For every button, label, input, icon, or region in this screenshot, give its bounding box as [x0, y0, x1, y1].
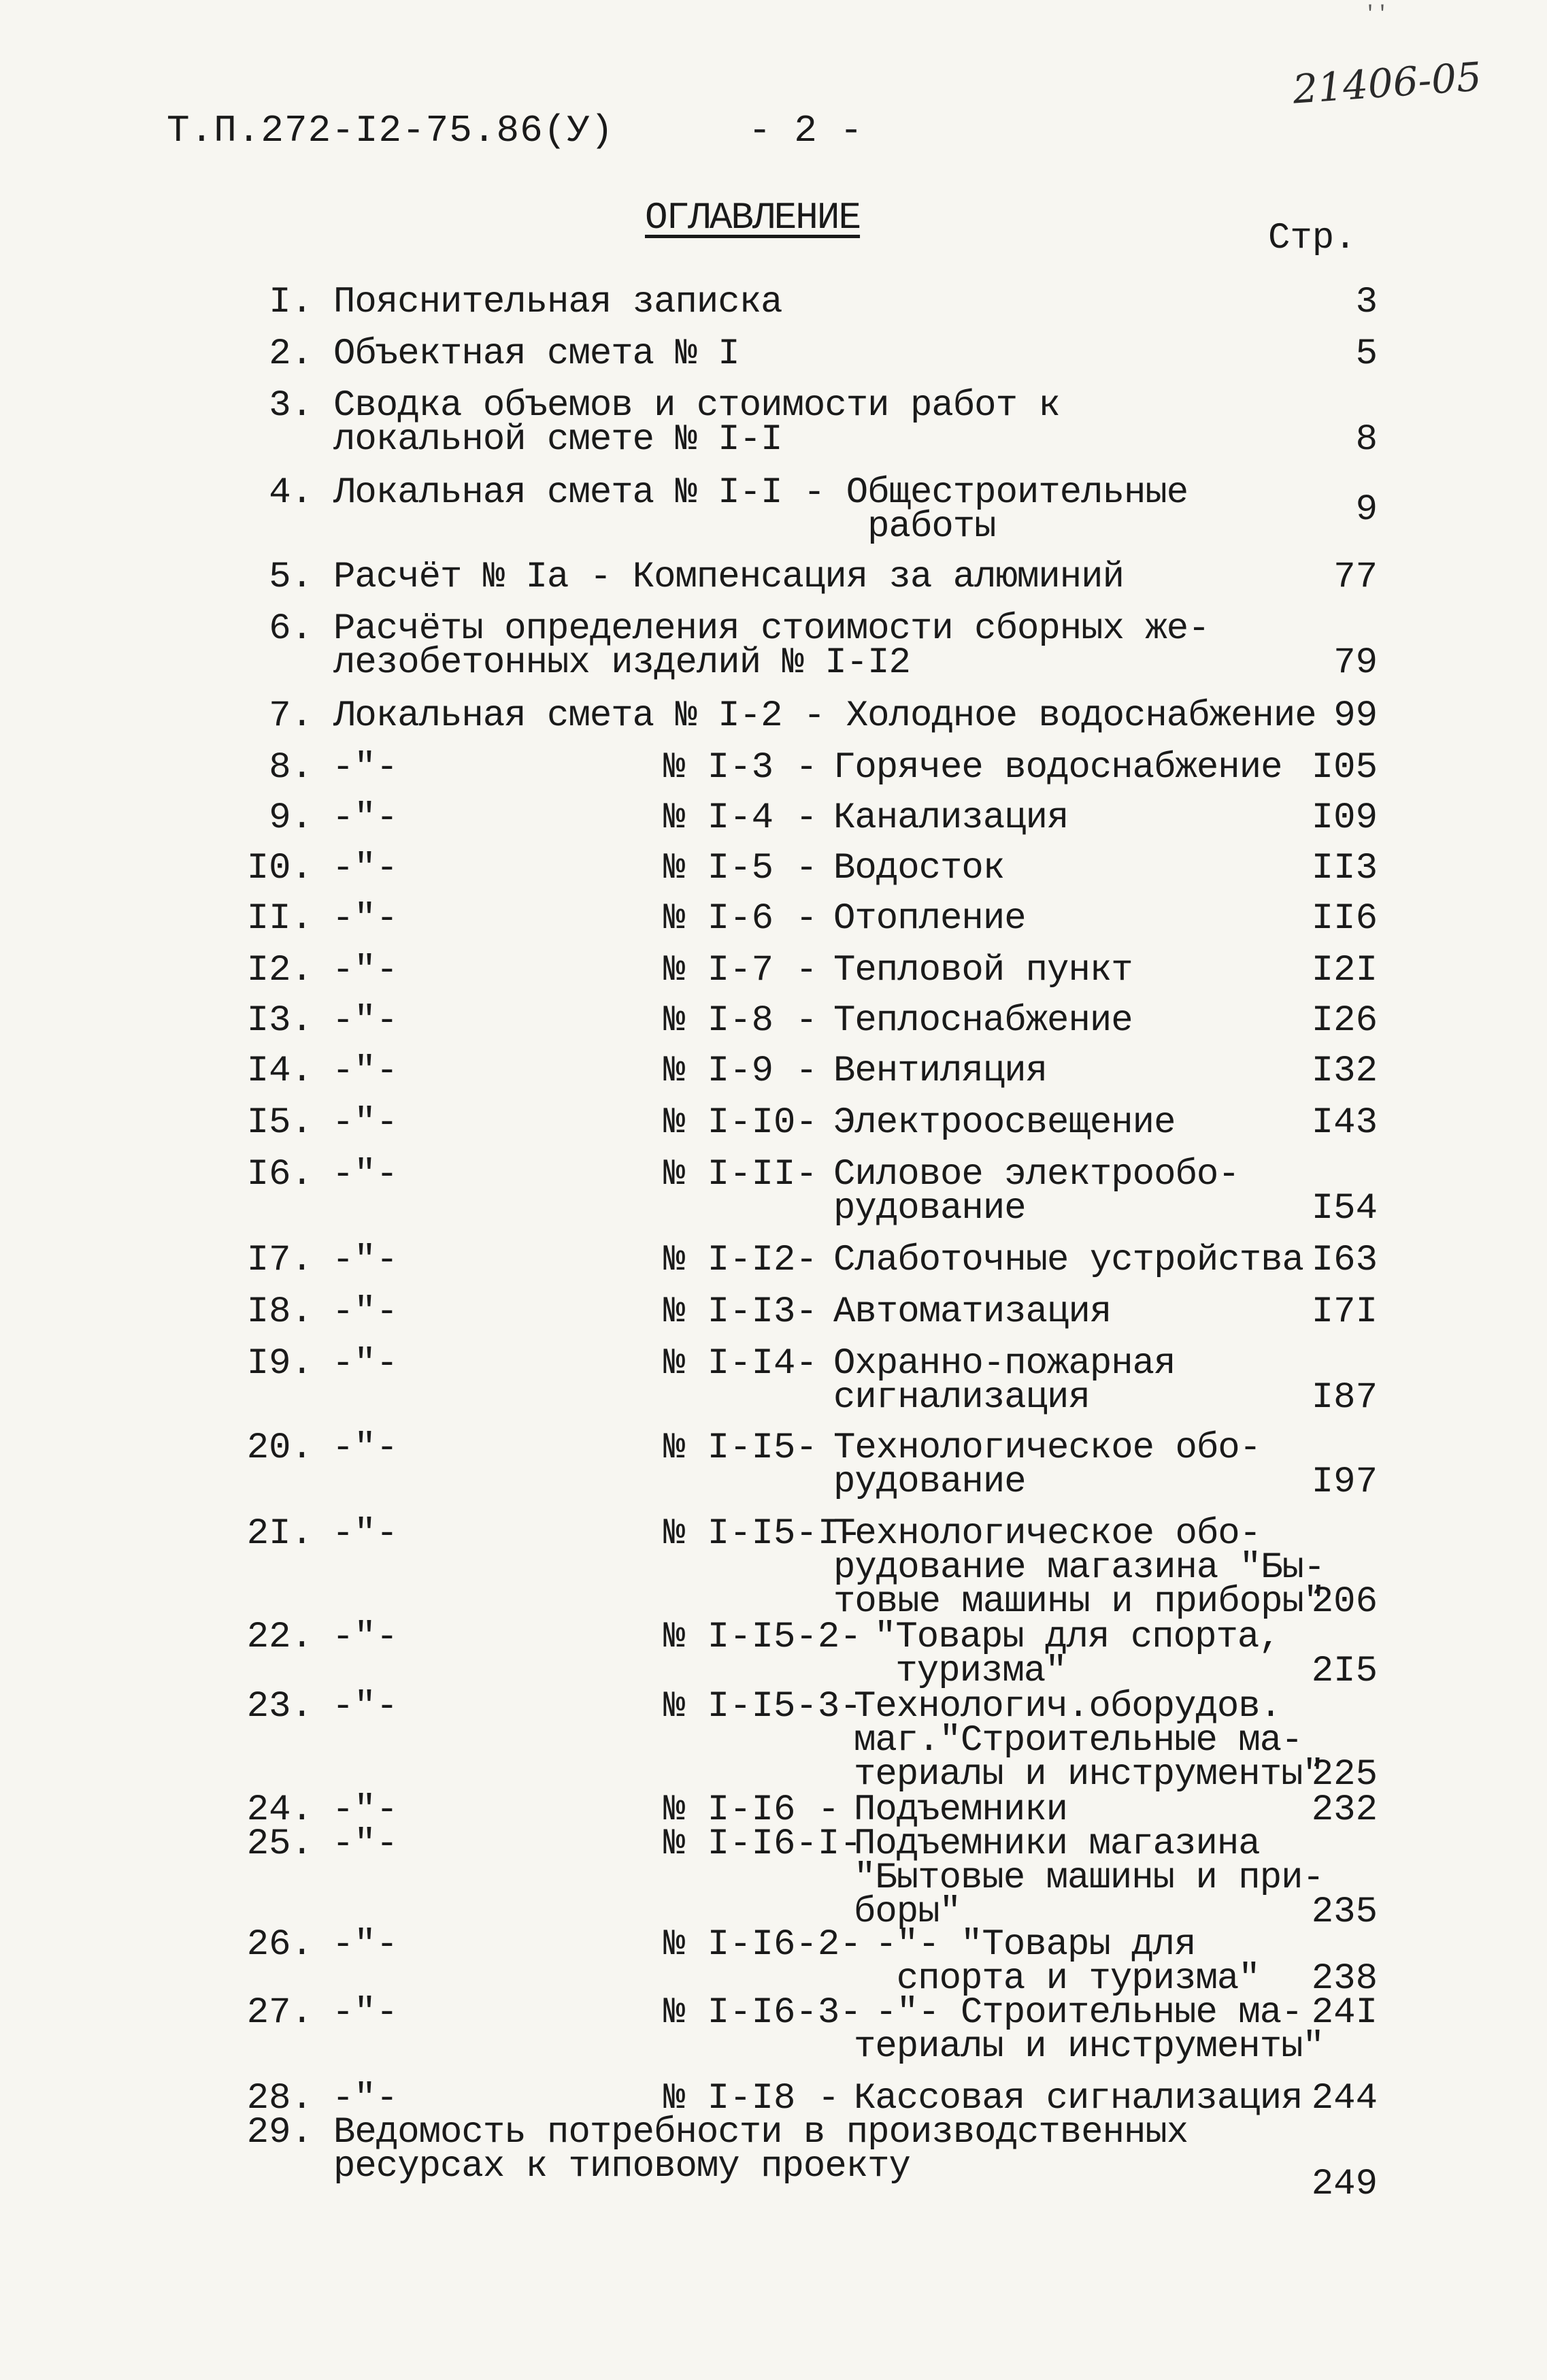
toc-entry-estimate-ref: № I-I6-2- [663, 1924, 862, 1966]
toc-entry-ditto-mark: -"- [332, 1051, 399, 1092]
toc-entry-number: I. [269, 282, 313, 323]
toc-entry-ditto-mark: -"- [332, 1513, 399, 1555]
toc-entry-title-line: Слаботочные устройства [833, 1240, 1303, 1281]
toc-entry-number: 25. [246, 1823, 313, 1865]
toc-entry-number: 20. [246, 1427, 313, 1469]
toc-entry-page: 225 [1311, 1754, 1378, 1796]
toc-entry-title-line: рудование [833, 1461, 1026, 1503]
toc-entry-title-line: Сводка объемов и стоимости работ к [333, 385, 1060, 427]
toc-entry-ditto-mark: -"- [332, 950, 399, 991]
toc-entry-estimate-ref: № I-I5- [663, 1427, 818, 1469]
toc-entry-estimate-ref: № I-I2- [663, 1240, 818, 1281]
toc-entry-ditto-mark: -"- [332, 1823, 399, 1865]
toc-entry-ditto-mark: -"- [332, 2078, 399, 2119]
toc-entry-title-line: товые машины и приборы" [833, 1581, 1325, 1623]
toc-entry-title-line: Подъемники магазина [854, 1823, 1260, 1865]
toc-entry-page: II3 [1311, 848, 1378, 889]
toc-entry-page: I09 [1311, 797, 1378, 839]
toc-entry-title-line: ресурсах к типовому проекту [333, 2146, 910, 2187]
toc-entry-title-line: "Бытовые машины и при- [854, 1857, 1324, 1899]
toc-entry-page: I54 [1311, 1188, 1378, 1229]
toc-entry-title-line: Водосток [833, 848, 1005, 889]
toc-entry-title-line: локальной смете № I-I [333, 419, 782, 461]
toc-entry-estimate-ref: № I-I4- [663, 1343, 818, 1385]
toc-entry-title-line: Пояснительная записка [333, 282, 782, 323]
toc-entry-page: 24I [1311, 1992, 1378, 2034]
toc-entry-number: 7. [269, 695, 313, 737]
toc-entry-estimate-ref: № I-7 - [663, 950, 818, 991]
toc-entry-number: 24. [246, 1789, 313, 1831]
toc-entry-title-line: Вентиляция [833, 1051, 1048, 1092]
toc-entry-page: I7I [1311, 1291, 1378, 1333]
toc-entry-ditto-mark: -"- [332, 1000, 399, 1042]
toc-entry-title-line: Горячее водоснабжение [833, 747, 1282, 789]
toc-entry-page: 232 [1311, 1789, 1378, 1831]
toc-entry-page: 244 [1311, 2078, 1378, 2119]
toc-entry-estimate-ref: № I-I3- [663, 1291, 818, 1333]
toc-entry-page: 238 [1311, 1958, 1378, 2000]
toc-entry-number: I5. [246, 1102, 313, 1144]
toc-entry-number: I9. [246, 1343, 313, 1385]
toc-entry-estimate-ref: № I-I5-I- [663, 1513, 862, 1555]
toc-entry-title-line: Технологическое обо- [833, 1427, 1261, 1469]
toc-entry-number: 6. [269, 608, 313, 650]
toc-entry-page: 9 [1355, 489, 1378, 531]
toc-entry-estimate-ref: № I-I6-3- [663, 1992, 862, 2034]
toc-entry-title-line: Технологич.оборудов. [854, 1686, 1282, 1728]
toc-entry-number: 2I. [246, 1513, 313, 1555]
toc-entry-title-line: туризма" [874, 1651, 1067, 1692]
toc-entry-number: 3. [269, 385, 313, 427]
toc-entry-page: 2I5 [1311, 1651, 1378, 1692]
toc-entry-title-line: Автоматизация [833, 1291, 1112, 1333]
toc-entry-estimate-ref: № I-II- [663, 1154, 818, 1195]
toc-entry-estimate-ref: № I-4 - [663, 797, 818, 839]
toc-entry-title-line: маг."Строительные ма- [854, 1720, 1303, 1762]
document-code: Т.П.272-I2-75.86(У) [167, 109, 614, 152]
toc-entry-ditto-mark: -"- [332, 1789, 399, 1831]
toc-entry-ditto-mark: -"- [332, 1992, 399, 2034]
toc-entry-number: 22. [246, 1617, 313, 1658]
toc-entry-ditto-mark: -"- [332, 1102, 399, 1144]
toc-entry-number: I0. [246, 848, 313, 889]
toc-entry-number: 29. [246, 2112, 313, 2153]
toc-entry-page: I26 [1311, 1000, 1378, 1042]
toc-entry-title-line: териалы и инструменты" [854, 1754, 1324, 1796]
toc-entry-page: I43 [1311, 1102, 1378, 1144]
toc-entry-number: I8. [246, 1291, 313, 1333]
toc-entry-ditto-mark: -"- [332, 1427, 399, 1469]
toc-entry-title-line: Канализация [833, 797, 1069, 839]
toc-entry-title-line: -"- Строительные ма- [854, 1992, 1303, 2034]
toc-entry-title-line: -"- "Товары для [854, 1924, 1196, 1966]
toc-entry-number: I3. [246, 1000, 313, 1042]
toc-entry-title-line: Подъемники [854, 1789, 1068, 1831]
toc-entry-title-line: Расчёт № Iа - Компенсация за алюминий [333, 557, 1124, 598]
toc-entry-title-line: "Товары для спорта, [874, 1617, 1280, 1658]
toc-entry-estimate-ref: № I-I0- [663, 1102, 818, 1144]
toc-entry-estimate-ref: № I-8 - [663, 1000, 818, 1042]
toc-entry-page: 79 [1333, 642, 1378, 684]
toc-entry-title-line: рудование [833, 1188, 1026, 1229]
toc-entry-ditto-mark: -"- [332, 797, 399, 839]
toc-entry-number: 28. [246, 2078, 313, 2119]
toc-entry-title-line: териалы и инструменты" [854, 2026, 1324, 2068]
toc-title: ОГЛАВЛЕНИЕ [645, 196, 861, 239]
toc-entry-title-line: Ведомость потребности в производственных [333, 2112, 1188, 2153]
toc-entry-number: 9. [269, 797, 313, 839]
toc-entry-page: I2I [1311, 950, 1378, 991]
toc-entry-number: I6. [246, 1154, 313, 1195]
toc-entry-number: II. [246, 898, 313, 940]
toc-entry-ditto-mark: -"- [332, 898, 399, 940]
toc-entry-estimate-ref: № I-I5-3- [663, 1686, 862, 1728]
toc-entry-ditto-mark: -"- [332, 848, 399, 889]
toc-entry-ditto-mark: -"- [332, 1686, 399, 1728]
toc-entry-title-line: работы [333, 506, 996, 548]
toc-entry-title-line: спорта и туризма" [854, 1958, 1260, 2000]
toc-entry-page: 206 [1311, 1581, 1378, 1623]
toc-entry-title-line: Силовое электрообо- [833, 1154, 1240, 1195]
toc-entry-page: I97 [1311, 1461, 1378, 1503]
toc-entry-title-line: Электроосвещение [833, 1102, 1176, 1144]
toc-entry-ditto-mark: -"- [332, 1154, 399, 1195]
toc-entry-title-line: рудование магазина "Бы- [833, 1547, 1325, 1589]
toc-entry-estimate-ref: № I-6 - [663, 898, 818, 940]
toc-entry-title-line: сигнализация [833, 1377, 1090, 1419]
toc-entry-number: I4. [246, 1051, 313, 1092]
toc-entry-page: 99 [1333, 695, 1378, 737]
toc-entry-number: 5. [269, 557, 313, 598]
toc-entry-title-line: Кассовая сигнализация [854, 2078, 1303, 2119]
toc-entry-page: 8 [1355, 419, 1378, 461]
toc-entry-number: 2. [269, 333, 313, 375]
toc-entry-page: I32 [1311, 1051, 1378, 1092]
toc-entry-estimate-ref: № I-I8 - [663, 2078, 840, 2119]
toc-entry-estimate-ref: № I-I6-I- [663, 1823, 862, 1865]
toc-entry-page: II6 [1311, 898, 1378, 940]
toc-entry-title-line: Объектная смета № I [333, 333, 739, 375]
corner-tick-mark: '' [1364, 3, 1389, 26]
toc-entry-title-line: Технологическое обо- [833, 1513, 1261, 1555]
toc-entry-title-line: боры" [854, 1891, 961, 1933]
toc-entry-title-line: Отопление [833, 898, 1026, 940]
toc-entry-estimate-ref: № I-I6 - [663, 1789, 840, 1831]
toc-entry-number: 8. [269, 747, 313, 789]
toc-entry-number: I2. [246, 950, 313, 991]
page-column-label: Стр. [1268, 218, 1357, 259]
toc-entry-estimate-ref: № I-I5-2- [663, 1617, 862, 1658]
toc-entry-estimate-ref: № I-5 - [663, 848, 818, 889]
toc-entry-number: 23. [246, 1686, 313, 1728]
toc-entry-page: 5 [1355, 333, 1378, 375]
page-number: - 2 - [748, 109, 863, 152]
toc-entry-ditto-mark: -"- [332, 1617, 399, 1658]
toc-entry-ditto-mark: -"- [332, 1240, 399, 1281]
handwritten-archive-number: 21406-05 [1291, 53, 1483, 113]
toc-entry-ditto-mark: -"- [332, 1291, 399, 1333]
toc-entry-title-line: Расчёты определения стоимости сборных же- [333, 608, 1210, 650]
toc-entry-title-line: лезобетонных изделий № I-I2 [333, 642, 910, 684]
toc-entry-estimate-ref: № I-3 - [663, 747, 818, 789]
toc-entry-page: 3 [1355, 282, 1378, 323]
toc-entry-page: I05 [1311, 747, 1378, 789]
toc-entry-number: I7. [246, 1240, 313, 1281]
toc-entry-ditto-mark: -"- [332, 1924, 399, 1966]
toc-entry-title-line: Локальная смета № I-2 - Холодное водоснабжение [333, 695, 1316, 737]
toc-entry-page: 235 [1311, 1891, 1378, 1933]
toc-entry-page: 77 [1333, 557, 1378, 598]
toc-entry-title-line: Локальная смета № I-I - Общестроительные [333, 472, 1188, 514]
toc-entry-number: 4. [269, 472, 313, 514]
toc-entry-number: 26. [246, 1924, 313, 1966]
toc-entry-page: I87 [1311, 1377, 1378, 1419]
toc-entry-estimate-ref: № I-9 - [663, 1051, 818, 1092]
toc-entry-title-line: Тепловой пункт [833, 950, 1133, 991]
toc-entry-title-line: Теплоснабжение [833, 1000, 1133, 1042]
toc-entry-number: 27. [246, 1992, 313, 2034]
toc-entry-ditto-mark: -"- [332, 1343, 399, 1385]
toc-entry-page: 249 [1311, 2164, 1378, 2205]
toc-entry-title-line: Охранно-пожарная [833, 1343, 1176, 1385]
toc-entry-ditto-mark: -"- [332, 747, 399, 789]
toc-entry-page: I63 [1311, 1240, 1378, 1281]
